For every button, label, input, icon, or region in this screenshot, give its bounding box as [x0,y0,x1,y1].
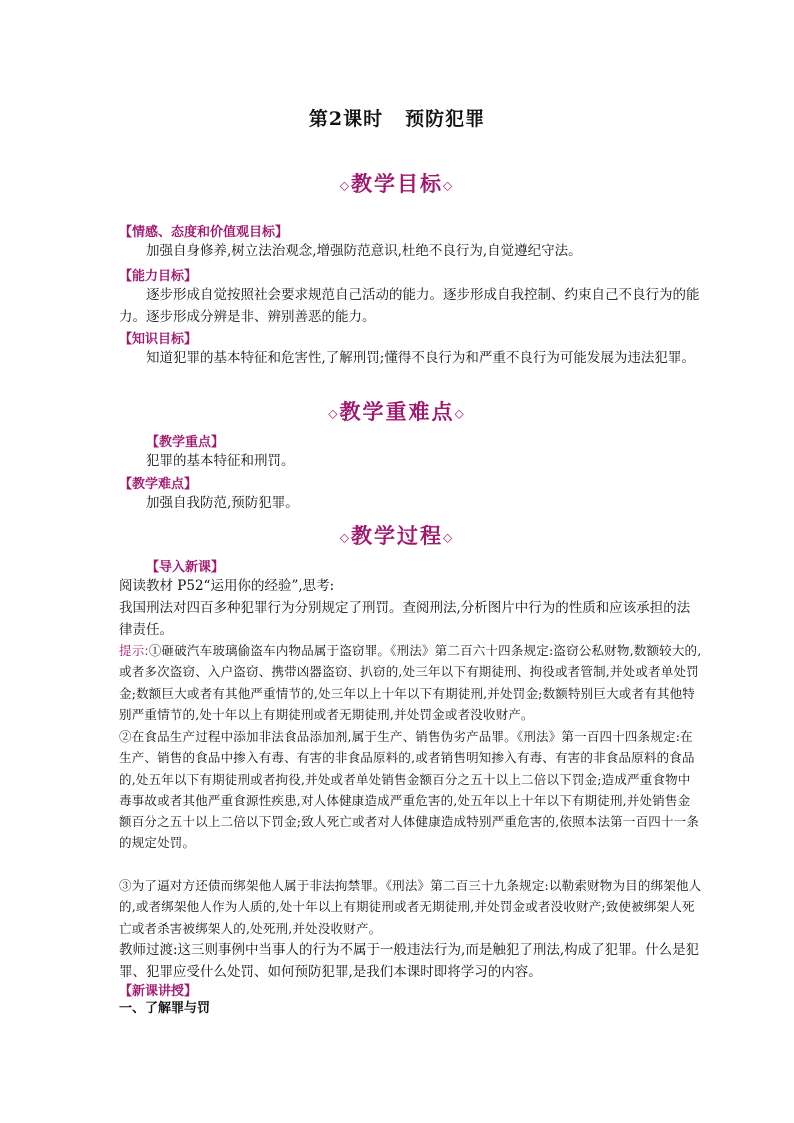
diamond-icon: ◇ [443,178,455,193]
new-lesson-label: 【新课讲授】 [119,984,198,999]
ability-objective-label: 【能力目标】 [119,269,198,284]
discussion-question: 我国刑法对四百多种犯罪行为分别规定了刑罚。查阅刑法,分析图片中行为的性质和应该承担的法律责任。 [119,600,691,638]
section-heading-key-points: ◇教学重难点◇ [328,399,466,424]
lesson-topic: 预防犯罪 [405,108,486,130]
emotion-objective-text: 加强自身修养,树立法治观念,增强防范意识,杜绝不良行为,自觉遵纪守法。 [146,243,582,259]
difficulty-text: 加强自我防范,预防犯罪。 [146,495,299,511]
example-2: ②在食品生产过程中添加非法食品添加剂,属于生产、销售伪劣产品罪。《刑法》第一百四十四条规定:在生产、销售的食品中掺入有毒、有害的非食品原料的,或者销售明知掺入有毒、有害的非食品原料的食品的,处五年以下有期徒刑或者拘役,并处或者单处销售金额百分之五十以上二倍以下罚金;造成严重食物中毒事故或者其他严重食源性疾患,对人体健康造成严重危害的,处五年以上十年以下有期徒刑,并处销售金额百分之五十以上二倍以下罚金;致人死亡或者对人体健康造成特别严重危害的,依照本法第一百四十一条的规定处罚。 [119,729,700,851]
read-instruction: 阅读教材 P52“运用你的经验”,思考: [119,578,335,594]
diamond-icon: ◇ [454,406,466,421]
page-title [0,104,794,131]
lesson-number: 第2课时 [308,108,384,130]
teacher-transition: 教师过渡:这三则事例中当事人的行为不属于一般违法行为,而是触犯了刑法,构成了犯罪。什么是犯罪、犯罪应受什么处罚、如何预防犯罪,是我们本课时即将学习的内容。 [119,942,700,980]
focus-text: 犯罪的基本特征和刑罚。 [146,453,295,469]
emotion-objective-label: 【情感、态度和价值观目标】 [119,225,289,240]
section-heading-objectives: ◇教学目标◇ [339,171,455,196]
focus-label: 【教学重点】 [146,435,225,450]
diamond-icon: ◇ [443,530,455,545]
hint-label: 提示: [119,643,149,658]
ability-objective-text: 逐步形成自觉按照社会要求规范自己活动的能力。逐步形成自我控制、约束自己不良行为的能力。逐步形成分辨是非、辨别善恶的能力。 [119,287,700,325]
intro-label: 【导入新课】 [146,560,225,575]
knowledge-objective-text: 知道犯罪的基本特征和危害性,了解刑罚;懂得不良行为和严重不良行为可能发展为违法犯罪。 [146,350,695,366]
example-1: 提示:①砸破汽车玻璃偷盗车内物品属于盗窃罪。《刑法》第二百六十四条规定:盗窃公私财物,数额较大的,或者多次盗窃、入户盗窃、携带凶器盗窃、扒窃的,处三年以下有期徒刑、拘役或者管制,并处或者单处罚金;数额巨大或者有其他严重情节的,处三年以上十年以下有期徒刑,并处罚金;数额特别巨大或者有其他特别严重情节的,处十年以上有期徒刑或者无期徒刑,并处罚金或者没收财产。 [119,643,702,722]
part-one-heading: 一、了解罪与罚 [119,1001,211,1016]
diamond-icon: ◇ [339,178,351,193]
knowledge-objective-label: 【知识目标】 [119,332,198,347]
diamond-icon: ◇ [328,406,340,421]
difficulty-label: 【教学难点】 [119,477,198,492]
example-3: ③为了逼对方还债而绑架他人属于非法拘禁罪。《刑法》第二百三十九条规定:以勒索财物为目的绑架他人的,或者绑架他人作为人质的,处十年以上有期徒刑或者无期徒刑,并处罚金或者没收财产;致使被绑架人死亡或者杀害被绑架人的,处死刑,并处没收财产。 [119,878,702,936]
section-heading-process: ◇教学过程◇ [339,523,455,548]
diamond-icon: ◇ [339,530,351,545]
